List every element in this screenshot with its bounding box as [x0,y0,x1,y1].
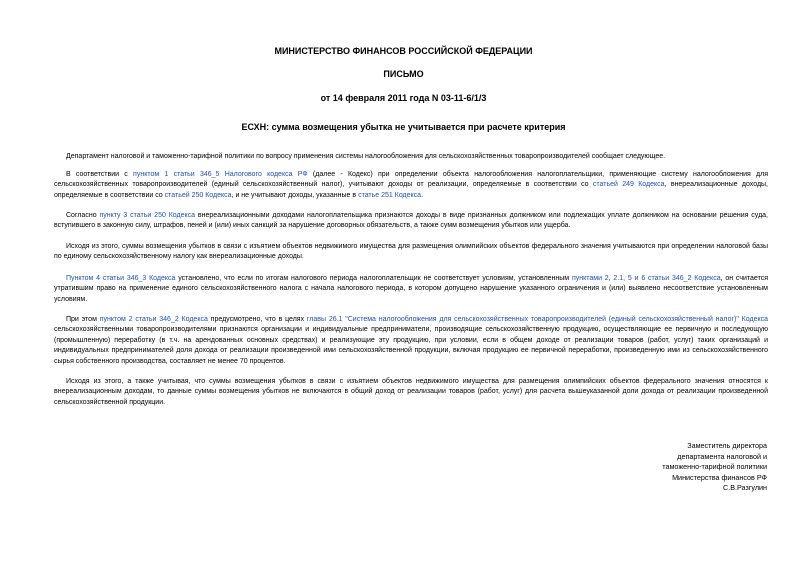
signature-block [567,441,767,494]
paragraph-2-text-c: , внереализационные доходы, определяемые в соответствии со [54,181,768,199]
paragraph-2-text-b: (далее - Кодекс) при определении объекта налогообложения налогоплательщики, применяющие систему налогообложения для сельскохозяйственных товаропроизводителей (единый сельскохозяйственный налог), учитывают доходы от реализации, определяемые в соответствии со [54,171,769,189]
link-article-250-p3[interactable]: пункту 3 статьи 250 Кодекса [99,212,196,219]
signature-ministry: Министерства финансов РФ [672,472,767,482]
link-tax-code-346-5[interactable]: пунктом 1 статьи 346_5 Налогового кодекса РФ [133,171,308,178]
paragraph-3-text-b: внереализационными доходами налогоплательщика признаются доходы в виде признанных должником или подлежащих уплате должником на основании решения суда, вступившего в законную силу, штрафов, пеней и (или) иных санкций за нарушение договорных обязательств, а также сумм возмещения убытков или ущерба. [54,212,768,230]
link-chapter-26-1[interactable]: главы 26.1 "Система налогообложения для сельскохозяйственных товаропроизводителей (единый сельскохозяйственный налог)" Кодекса [306,316,768,323]
link-article-249[interactable]: статьей 249 Кодекса [592,181,665,189]
signature-department-cont: таможенно-тарифной политики [662,462,767,472]
ministry-heading: МИНИСТЕРСТВО ФИНАНСОВ РОССИЙСКОЙ ФЕДЕРАЦИИ [274,46,533,56]
paragraph-2 [54,170,768,201]
paragraph-5-text-b: , он считается утратившим право на применение единого сельскохозяйственного налога с начала налогового периода, в котором допущено нарушение указанного ограничения и (или) выявлено несоответствие установленным условиям. [54,275,769,303]
paragraph-6-text-c: сельскохозяйственными товаропроизводителями признаются организации и индивидуальные предприниматели, производящие сельскохозяйственную продукцию, осуществляющие ее первичную и последующую (промышленную) переработку (в т.ч. на арендованных основных средствах) и реализующие эту продукцию, при условии, если в общем доходе от реализации товаров (работ, услуг) таких организаций и индивидуальных предпринимателей доля дохода от реализации произведенной ими сельскохозяйственной продукции, включая продукцию ее первичной переработки, произведенную ими из сельскохозяйственного сырья собственного производства, составляет не менее 70 процентов. [54,326,768,365]
paragraph-5-text-a: установлено, что если по итогам налогового периода налогоплательщик не соответствует условиям, установленным [175,275,572,282]
paragraph-6-text-b: предусмотрено, что в целях [207,316,307,323]
link-article-346-3[interactable]: Пунктом 4 статьи 346_3 Кодекса [66,275,176,282]
link-article-251[interactable]: статье 251 Кодекса [358,191,422,199]
paragraph-2-text-e: . [421,191,424,199]
document-type: ПИСЬМО [383,69,424,79]
paragraph-3 [54,211,768,232]
link-article-346-2-points[interactable]: пунктами 2, 2.1, 5 и 6 статьи 346_2 Кодекса [571,275,721,282]
paragraph-4: Исходя из этого, суммы возмещения убытков в связи с изъятием объектов недвижимого имущества для размещения олимпийских объектов федерального значения учитываются при определении налоговой базы по единому сельскохозяйственному налогу как внереализационные доходы. [54,243,768,261]
signature-department: департамента налоговой и [677,451,767,461]
paragraph-5 [54,274,768,305]
paragraph-7: Исходя из этого, а также учитывая, что суммы возмещения убытков в связи с изъятием объектов недвижимого имущества для размещения олимпийских объектов федерального значения относятся к внереализационным доходам, то данные суммы возмещения убытков не включаются в общий доход от реализации товаров (работ, услуг) для расчета вышеуказанной доли дохода от реализации произведенной сельскохозяйственной продукции. [54,378,768,406]
paragraph-6-text-a: При этом [66,316,100,323]
signature-name: С.В.Разгулин [723,483,767,493]
paragraph-2-text-a: В соответствии с [66,171,134,178]
link-article-346-2-p2[interactable]: пунктом 2 статьи 346_2 Кодекса [99,316,208,323]
link-article-250[interactable]: статьей 250 Кодекса [164,191,232,199]
paragraph-3-text-a: Согласно [66,212,100,219]
document-date-number: от 14 февраля 2011 года N 03-11-6/1/3 [320,93,487,103]
signature-position: Заместитель директора [687,441,767,450]
paragraph-2-text-d: , и не учитывают доходы, указанные в [231,191,359,199]
paragraph-intro: Департамент налоговой и таможенно-тарифной политики по вопросу применения системы налогообложения для сельскохозяйственных товаропроизводителей сообщает следующее. [66,153,666,160]
document-subject: ЕСХН: сумма возмещения убытка не учитывается при расчете критерия [241,122,566,132]
paragraph-6 [54,315,768,367]
